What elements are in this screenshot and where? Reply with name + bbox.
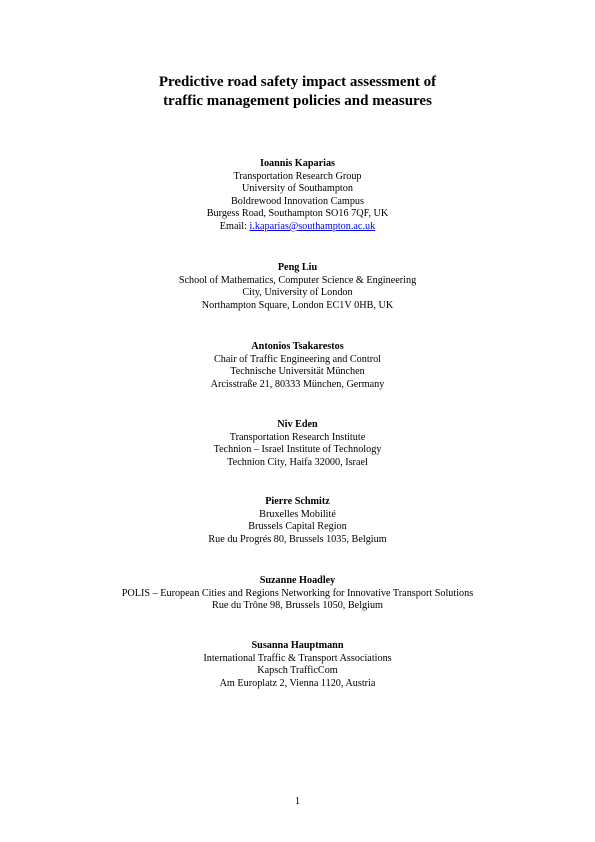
affiliation-line: Arcisstraße 21, 80333 München, Germany (210, 378, 385, 390)
author-name: Peng Liu (277, 262, 318, 273)
affiliation-line: Rue du Progrés 80, Brussels 1035, Belgium (208, 533, 387, 545)
author-block-hoadley (0, 575, 595, 613)
affiliation-line: Transportation Research Group (233, 170, 362, 182)
affiliation-line: School of Mathematics, Computer Science & Engineering (178, 274, 417, 286)
author-block-kaparias (0, 158, 595, 234)
author-block-tsakarestos (0, 341, 595, 391)
email-label: Email: (219, 220, 250, 232)
author-name: Susanna Hauptmann (251, 640, 344, 651)
author-name: Antonios Tsakarestos (251, 341, 344, 352)
author-name: Pierre Schmitz (265, 496, 330, 507)
affiliation-line: POLIS – European Cities and Regions Networking for Innovative Transport Solutions (121, 587, 474, 599)
affiliation-line: University of Southampton (242, 183, 353, 195)
author-block-schmitz (0, 496, 595, 546)
affiliation-line: Am Europlatz 2, Vienna 1120, Austria (219, 677, 376, 689)
email-link[interactable]: i.kaparias@southampton.ac.uk (249, 220, 376, 232)
title-line-2: traffic management policies and measures (163, 93, 432, 109)
author-block-eden (0, 419, 595, 469)
email-line (0, 221, 595, 234)
affiliation-line: Burgess Road, Southampton SO16 7QF, UK (206, 208, 389, 220)
paper-title (0, 73, 595, 111)
affiliation-line: City, University of London (242, 287, 353, 299)
affiliation-line: Northampton Square, London EC1V 0HB, UK (201, 299, 394, 311)
affiliation-line: Chair of Traffic Engineering and Control (213, 353, 382, 365)
author-block-liu (0, 262, 595, 312)
affiliation-line: Technische Universität München (230, 366, 365, 378)
affiliation-line: Boldrewood Innovation Campus (231, 195, 364, 207)
affiliation-line: Technion – Israel Institute of Technology (213, 444, 382, 456)
author-block-hauptmann (0, 640, 595, 690)
affiliation-line: Bruxelles Mobilité (259, 508, 336, 520)
author-name: Ioannis Kaparias (259, 158, 335, 169)
affiliation-line: Brussels Capital Region (248, 521, 347, 533)
affiliation-line: Technion City, Haifa 32000, Israel (227, 456, 368, 468)
affiliation-line: Transportation Research Institute (229, 431, 366, 443)
author-name: Suzanne Hoadley (259, 575, 336, 586)
title-line-1: Predictive road safety impact assessment of (158, 74, 437, 90)
affiliation-line: Kapsch TrafficCom (257, 665, 338, 677)
page-number: 1 (294, 796, 301, 807)
affiliation-line: Rue du Trône 98, Brussels 1050, Belgium (212, 600, 383, 612)
affiliation-line: International Traffic & Transport Associations (203, 652, 392, 664)
author-name: Niv Eden (277, 419, 318, 430)
